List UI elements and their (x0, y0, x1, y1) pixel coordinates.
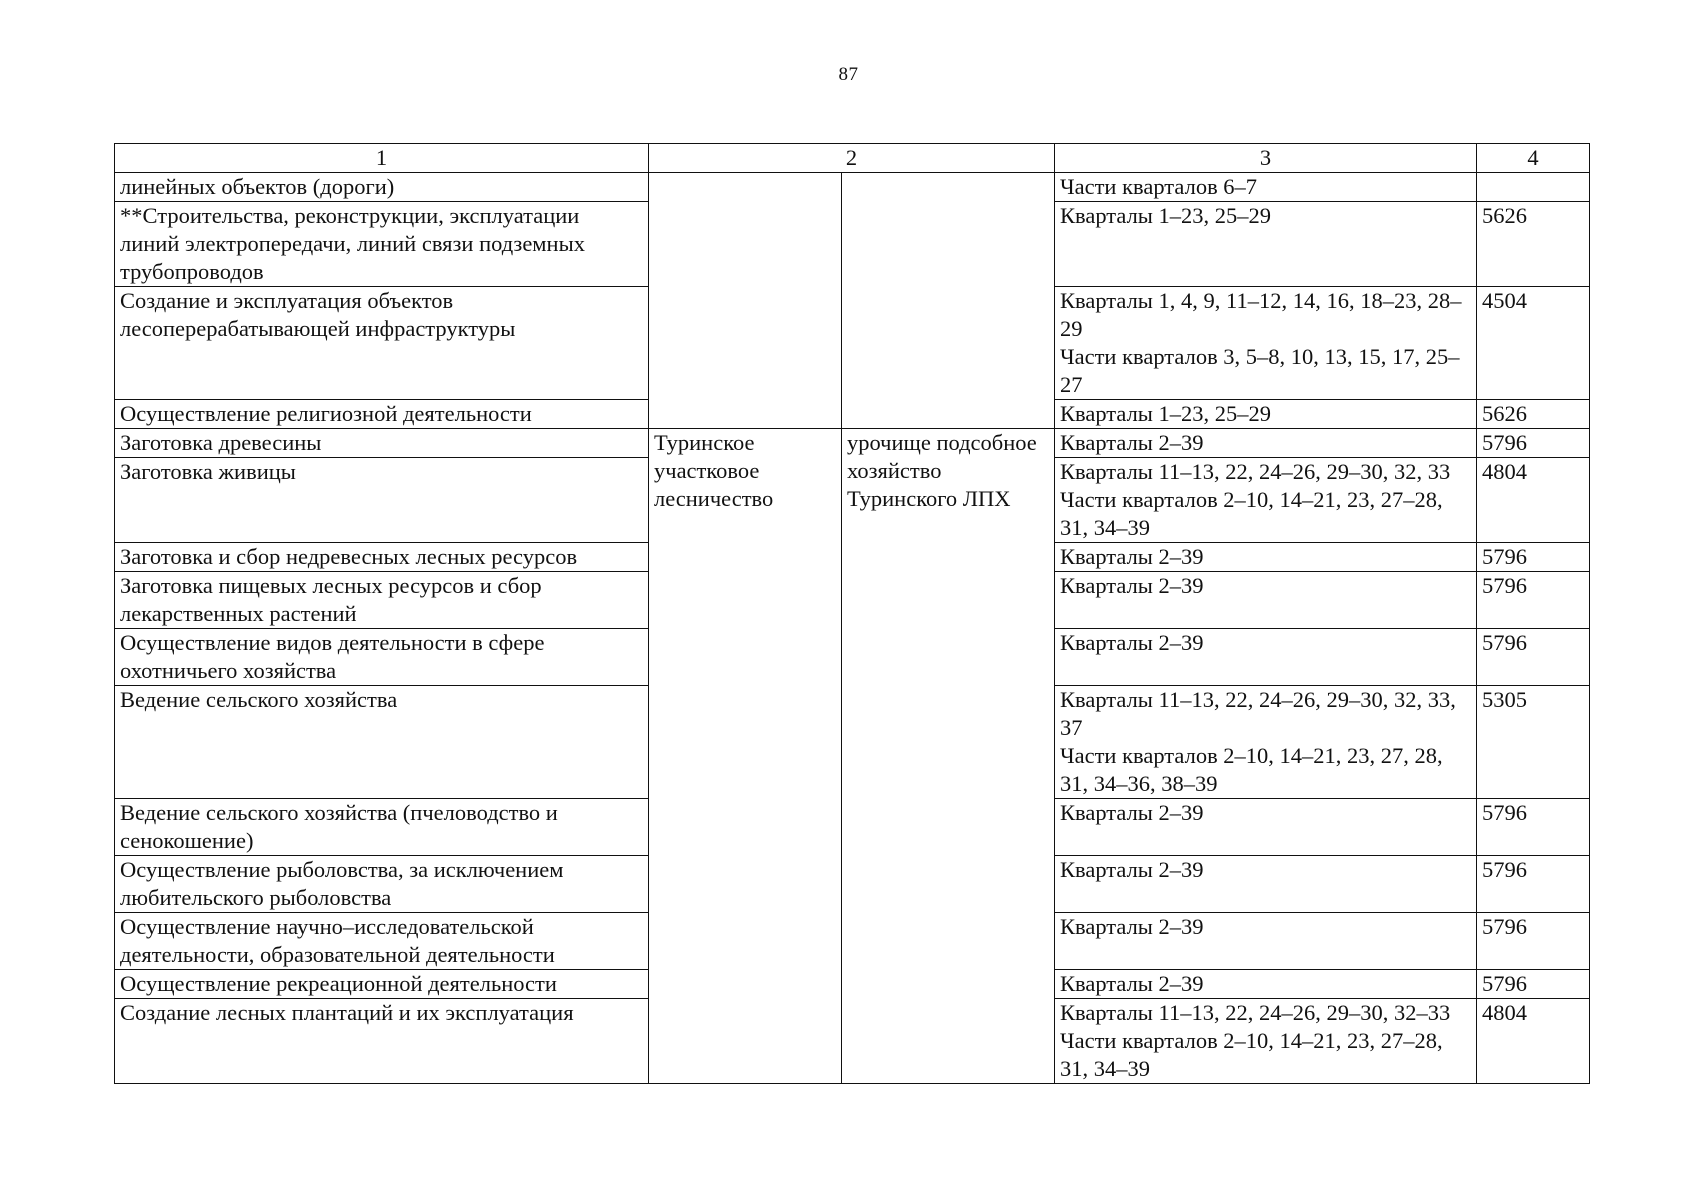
area-cell: 5796 (1477, 429, 1590, 458)
quarters-line: Кварталы 2–39 (1060, 857, 1204, 882)
area-cell: 4804 (1477, 999, 1590, 1084)
area-cell: 5796 (1477, 799, 1590, 856)
quarters-partial-line: Части кварталов 2–10, 14–21, 23, 27, 28, 31, 34–36, 38–39 (1060, 743, 1443, 796)
quarters-cell (1055, 287, 1477, 400)
quarters-cell (1055, 799, 1477, 856)
activity-cell: Заготовка и сбор недревесных лесных ресурсов (115, 543, 649, 572)
quarters-line: Кварталы 2–39 (1060, 914, 1204, 939)
area-cell: 5796 (1477, 572, 1590, 629)
table-row (115, 173, 1590, 202)
forestry-cell: Туринское участковое лесничество (649, 429, 842, 1084)
quarters-line: Кварталы 2–39 (1060, 971, 1204, 996)
area-cell: 5796 (1477, 856, 1590, 913)
column-header-1: 1 (115, 144, 649, 173)
quarters-line: Кварталы 1, 4, 9, 11–12, 14, 16, 18–23, 28–29 (1060, 288, 1462, 341)
quarters-line: Части кварталов 6–7 (1060, 174, 1258, 199)
activity-cell: Осуществление видов деятельности в сфере охотничьего хозяйства (115, 629, 649, 686)
page-number: 87 (838, 64, 859, 85)
activity-cell: Создание лесных плантаций и их эксплуатация (115, 999, 649, 1084)
activity-cell: Ведение сельского хозяйства (пчеловодство и сенокошение) (115, 799, 649, 856)
activity-cell: **Строительства, реконструкции, эксплуатации линий электропередачи, линий связи подземных трубопроводов (115, 202, 649, 287)
area-cell: 5796 (1477, 543, 1590, 572)
activity-cell: Осуществление рыболовства, за исключением любительского рыболовства (115, 856, 649, 913)
area-cell: 4804 (1477, 458, 1590, 543)
area-cell: 5626 (1477, 202, 1590, 287)
quarters-cell (1055, 173, 1477, 202)
quarters-cell (1055, 913, 1477, 970)
activity-cell: Заготовка пищевых лесных ресурсов и сбор лекарственных растений (115, 572, 649, 629)
quarters-cell (1055, 400, 1477, 429)
area-cell: 5305 (1477, 686, 1590, 799)
area-cell: 5626 (1477, 400, 1590, 429)
column-header-3: 3 (1055, 144, 1477, 173)
quarters-partial-line: Части кварталов 2–10, 14–21, 23, 27–28, 31, 34–39 (1060, 1028, 1443, 1081)
quarters-line: Кварталы 1–23, 25–29 (1060, 401, 1272, 426)
quarters-partial-line: Части кварталов 3, 5–8, 10, 13, 15, 17, 25–27 (1060, 344, 1460, 397)
quarters-cell (1055, 856, 1477, 913)
column-header-4: 4 (1477, 144, 1590, 173)
quarters-line: Кварталы 2–39 (1060, 544, 1204, 569)
quarters-line: Кварталы 11–13, 22, 24–26, 29–30, 32–33 (1060, 1000, 1451, 1025)
quarters-line: Кварталы 11–13, 22, 24–26, 29–30, 32, 33, 37 (1060, 687, 1456, 740)
activity-cell: Осуществление научно–исследовательской деятельности, образовательной деятельности (115, 913, 649, 970)
activity-cell: Создание и эксплуатация объектов лесоперерабатывающей инфраструктуры (115, 287, 649, 400)
quarters-line: Кварталы 1–23, 25–29 (1060, 203, 1272, 228)
tract-cell: урочище подсобное хозяйство Туринского ЛПХ (842, 429, 1055, 1084)
quarters-line: Кварталы 2–39 (1060, 430, 1204, 455)
quarters-line: Кварталы 11–13, 22, 24–26, 29–30, 32, 33 (1060, 459, 1451, 484)
activity-cell: Ведение сельского хозяйства (115, 686, 649, 799)
quarters-cell (1055, 999, 1477, 1084)
area-cell: 5796 (1477, 913, 1590, 970)
activity-cell: Заготовка древесины (115, 429, 649, 458)
activity-cell: линейных объектов (дороги) (115, 173, 649, 202)
quarters-line: Кварталы 2–39 (1060, 630, 1204, 655)
quarters-line: Кварталы 2–39 (1060, 573, 1204, 598)
area-cell: 5796 (1477, 970, 1590, 999)
forestry-cell (649, 173, 842, 429)
activity-cell: Заготовка живицы (115, 458, 649, 543)
quarters-cell (1055, 458, 1477, 543)
area-cell: 5796 (1477, 629, 1590, 686)
column-header-2: 2 (649, 144, 1055, 173)
area-cell: 4504 (1477, 287, 1590, 400)
table-header-row (115, 144, 1590, 173)
tract-cell (842, 173, 1055, 429)
quarters-line: Кварталы 2–39 (1060, 800, 1204, 825)
activity-cell: Осуществление религиозной деятельности (115, 400, 649, 429)
forest-usage-table (114, 143, 1590, 1084)
quarters-cell (1055, 970, 1477, 999)
quarters-cell (1055, 686, 1477, 799)
activity-cell: Осуществление рекреационной деятельности (115, 970, 649, 999)
quarters-cell (1055, 429, 1477, 458)
quarters-cell (1055, 629, 1477, 686)
quarters-cell (1055, 543, 1477, 572)
quarters-cell (1055, 202, 1477, 287)
quarters-partial-line: Части кварталов 2–10, 14–21, 23, 27–28, 31, 34–39 (1060, 487, 1443, 540)
table-row (115, 429, 1590, 458)
area-cell (1477, 173, 1590, 202)
quarters-cell (1055, 572, 1477, 629)
